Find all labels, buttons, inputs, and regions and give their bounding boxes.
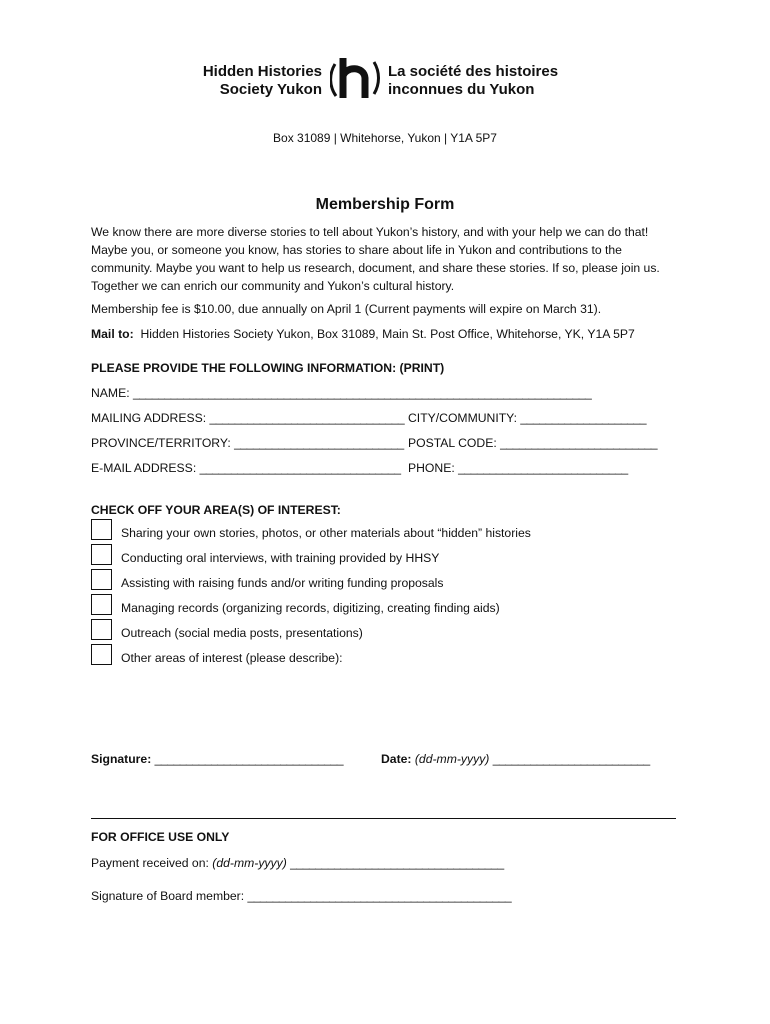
interest-checkbox[interactable]: [91, 519, 112, 540]
email-field[interactable]: ________________________________: [199, 461, 401, 475]
city-row: [408, 411, 646, 425]
date-label: Date:: [381, 752, 412, 766]
interest-checkbox[interactable]: [91, 544, 112, 565]
phone-field[interactable]: ___________________________: [458, 461, 628, 475]
payment-received-row: [91, 856, 504, 870]
interest-label: Assisting with raising funds and/or writing funding proposals: [121, 576, 444, 590]
interest-label: Sharing your own stories, photos, or other materials about “hidden” histories: [121, 526, 531, 540]
section-divider: [91, 818, 676, 819]
postal-row: [408, 436, 657, 450]
interest-checkbox[interactable]: [91, 619, 112, 640]
interest-label: Managing records (organizing records, digitizing, creating finding aids): [121, 601, 500, 615]
board-signature-label: Signature of Board member:: [91, 889, 245, 903]
postal-code-label: POSTAL CODE:: [408, 436, 497, 450]
mailing-address-row: [91, 411, 404, 425]
mail-to-label: Mail to:: [91, 327, 134, 341]
mail-to-line: [91, 327, 635, 341]
interest-label: Outreach (social media posts, presentations): [121, 626, 363, 640]
org-name-english-line1: Hidden Histories: [202, 63, 322, 80]
interest-heading: CHECK OFF YOUR AREA(S) OF INTEREST:: [91, 503, 341, 517]
interest-label: Other areas of interest (please describe):: [121, 651, 343, 665]
name-row: [91, 386, 591, 400]
province-field[interactable]: ___________________________: [234, 436, 404, 450]
name-label: NAME:: [91, 386, 130, 400]
payment-received-field[interactable]: __________________________________: [290, 856, 504, 870]
org-name-french: [388, 63, 558, 99]
hhsy-h-logo-icon: [330, 54, 380, 102]
form-title: Membership Form: [315, 196, 455, 213]
board-signature-row: [91, 889, 511, 903]
payment-date-format-hint: (dd-mm-yyyy): [212, 856, 287, 870]
province-label: PROVINCE/TERRITORY:: [91, 436, 231, 450]
mailing-address-field[interactable]: _______________________________: [209, 411, 405, 425]
city-label: CITY/COMMUNITY:: [408, 411, 518, 425]
name-field[interactable]: _________________________________________________________________________: [133, 386, 592, 400]
signature-row: [91, 752, 343, 766]
phone-label: PHONE:: [408, 461, 455, 475]
signature-field[interactable]: ______________________________: [154, 752, 343, 766]
date-format-hint: (dd-mm-yyyy): [414, 752, 490, 766]
mail-to-address: Hidden Histories Society Yukon, Box 31089, Main St. Post Office, Whitehorse, YK, Y1A 5P7: [140, 327, 635, 341]
date-field[interactable]: _________________________: [492, 752, 650, 766]
interest-label: Conducting oral interviews, with training provided by HHSY: [121, 551, 440, 565]
mailing-address-label: MAILING ADDRESS:: [91, 411, 207, 425]
payment-received-label: Payment received on:: [91, 856, 209, 870]
membership-fee-text: Membership fee is $10.00, due annually on April 1 (Current payments will expire on March 31).: [91, 302, 602, 316]
office-use-heading: FOR OFFICE USE ONLY: [91, 830, 230, 844]
email-row: [91, 461, 401, 475]
info-heading: PLEASE PROVIDE THE FOLLOWING INFORMATION: (PRINT): [91, 361, 445, 375]
interest-checkbox[interactable]: [91, 569, 112, 590]
org-name-english-line2: Society Yukon: [219, 81, 322, 98]
org-name-english: [192, 63, 322, 99]
interest-checkbox[interactable]: [91, 644, 112, 665]
board-signature-field[interactable]: __________________________________________: [247, 889, 512, 903]
date-row: [381, 752, 650, 766]
email-label: E-MAIL ADDRESS:: [91, 461, 197, 475]
city-field[interactable]: ____________________: [520, 411, 646, 425]
org-address: Box 31089 | Whitehorse, Yukon | Y1A 5P7: [273, 131, 497, 145]
postal-code-field[interactable]: _________________________: [500, 436, 658, 450]
interest-checkbox[interactable]: [91, 594, 112, 615]
phone-row: [408, 461, 628, 475]
province-row: [91, 436, 404, 450]
org-name-french-line1: La société des histoires: [388, 63, 559, 80]
org-name-french-line2: inconnues du Yukon: [388, 81, 535, 98]
signature-label: Signature:: [91, 752, 152, 766]
intro-paragraph: We know there are more diverse stories to tell about Yukon’s history, and with your help we can do that! Maybe you, or someone you know, has stories to share about life in Yukon and contributions to the community. Maybe you want to help us research, document, and share these stories. If so, please join us. Together we can enrich our community and Yukon’s cultural history.: [91, 225, 660, 293]
